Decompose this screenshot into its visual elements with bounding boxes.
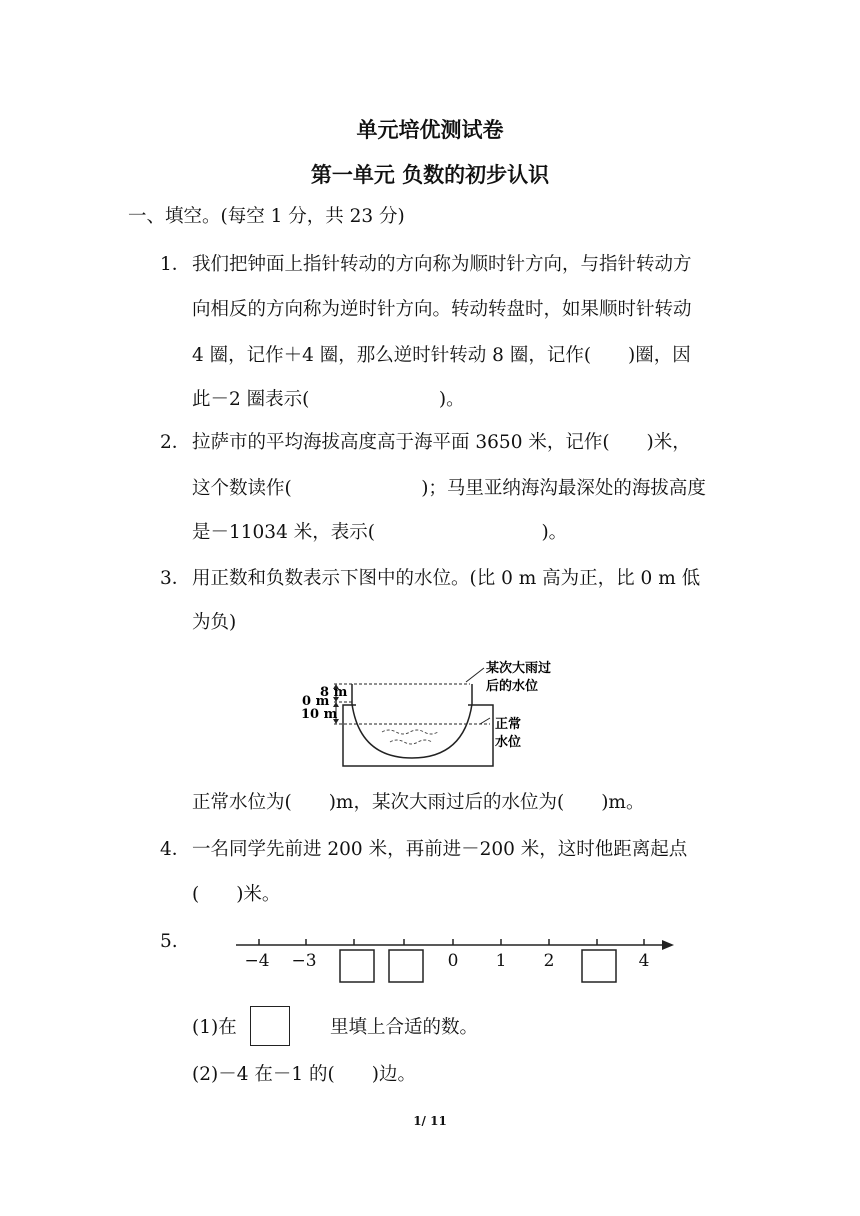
question-text-line: 一名同学先前进 200 米，再前进－200 米，这时他距离起点 bbox=[192, 839, 688, 860]
unit-subtitle: 第一单元 负数的初步认识 bbox=[310, 163, 550, 187]
rain-level-label: 后的水位 bbox=[486, 679, 539, 694]
question-text-line: 这个数读作( )；马里亚纳海沟最深处的海拔高度 bbox=[192, 478, 706, 499]
normal-leader-line bbox=[480, 718, 490, 724]
subquestion-1-prefix: (1)在 bbox=[192, 1017, 237, 1038]
normal-level-label: 水位 bbox=[495, 735, 522, 750]
question-number: 5. bbox=[160, 931, 178, 952]
label-10m: 10 m bbox=[301, 707, 338, 722]
question-text-line: ( )米。 bbox=[192, 884, 281, 905]
question-text-line: 向相反的方向称为逆时针方向。转动转盘时，如果顺时针转动 bbox=[192, 299, 692, 320]
tick-label: 0 bbox=[447, 951, 459, 971]
question-text-line: 4 圈，记作＋4 圈，那么逆时针转动 8 圈，记作( )圈，因 bbox=[192, 345, 691, 366]
tick-label: 1 bbox=[495, 951, 507, 971]
number-line bbox=[230, 930, 680, 992]
question-text-line: 拉萨市的平均海拔高度高于海平面 3650 米，记作( )米， bbox=[192, 432, 691, 453]
water-level-figure bbox=[290, 652, 590, 774]
basin-outline bbox=[352, 684, 472, 758]
question-answer-line: 正常水位为( )m，某次大雨过后的水位为( )m。 bbox=[192, 792, 645, 813]
tick-label: 2 bbox=[543, 951, 555, 971]
water-ripple bbox=[382, 730, 438, 734]
tick-label: −4 bbox=[244, 951, 270, 971]
page-number: 1/ 11 bbox=[413, 1114, 447, 1128]
answer-box[interactable] bbox=[340, 950, 374, 982]
question-text-line: 用正数和负数表示下图中的水位。(比 0 m 高为正，比 0 m 低 bbox=[192, 568, 701, 589]
section-heading: 一、填空。(每空 1 分，共 23 分) bbox=[128, 206, 405, 227]
question-number: 2． bbox=[160, 432, 191, 453]
subquestion-1-suffix: 里填上合适的数。 bbox=[330, 1017, 479, 1038]
answer-box[interactable] bbox=[389, 950, 423, 982]
tick-label: −3 bbox=[291, 951, 317, 971]
answer-box[interactable] bbox=[582, 950, 616, 982]
question-text-line: 为负) bbox=[192, 612, 237, 633]
subquestion-2: (2)－4 在－1 的( )边。 bbox=[192, 1064, 416, 1085]
question-number: 4． bbox=[160, 839, 191, 860]
tick-label: 4 bbox=[638, 951, 650, 971]
number-line-arrow bbox=[662, 940, 674, 950]
question-text-line: 是－11034 米，表示( )。 bbox=[192, 522, 568, 543]
rain-leader-line bbox=[466, 668, 484, 682]
question-text-line: 此－2 圈表示( )。 bbox=[192, 389, 465, 410]
water-ripple bbox=[390, 740, 432, 744]
question-number: 1． bbox=[160, 254, 191, 275]
question-text-line: 我们把钟面上指针转动的方向称为顺时针方向，与指针转动方 bbox=[192, 254, 692, 275]
normal-level-label: 正常 bbox=[495, 717, 522, 732]
page-title: 单元培优测试卷 bbox=[356, 118, 504, 142]
answer-box-example bbox=[250, 1006, 290, 1046]
question-number: 3． bbox=[160, 568, 191, 589]
rain-level-label: 某次大雨过 bbox=[486, 661, 552, 676]
label-8m: 8 m bbox=[320, 685, 348, 700]
label-0m: 0 m bbox=[302, 694, 330, 709]
